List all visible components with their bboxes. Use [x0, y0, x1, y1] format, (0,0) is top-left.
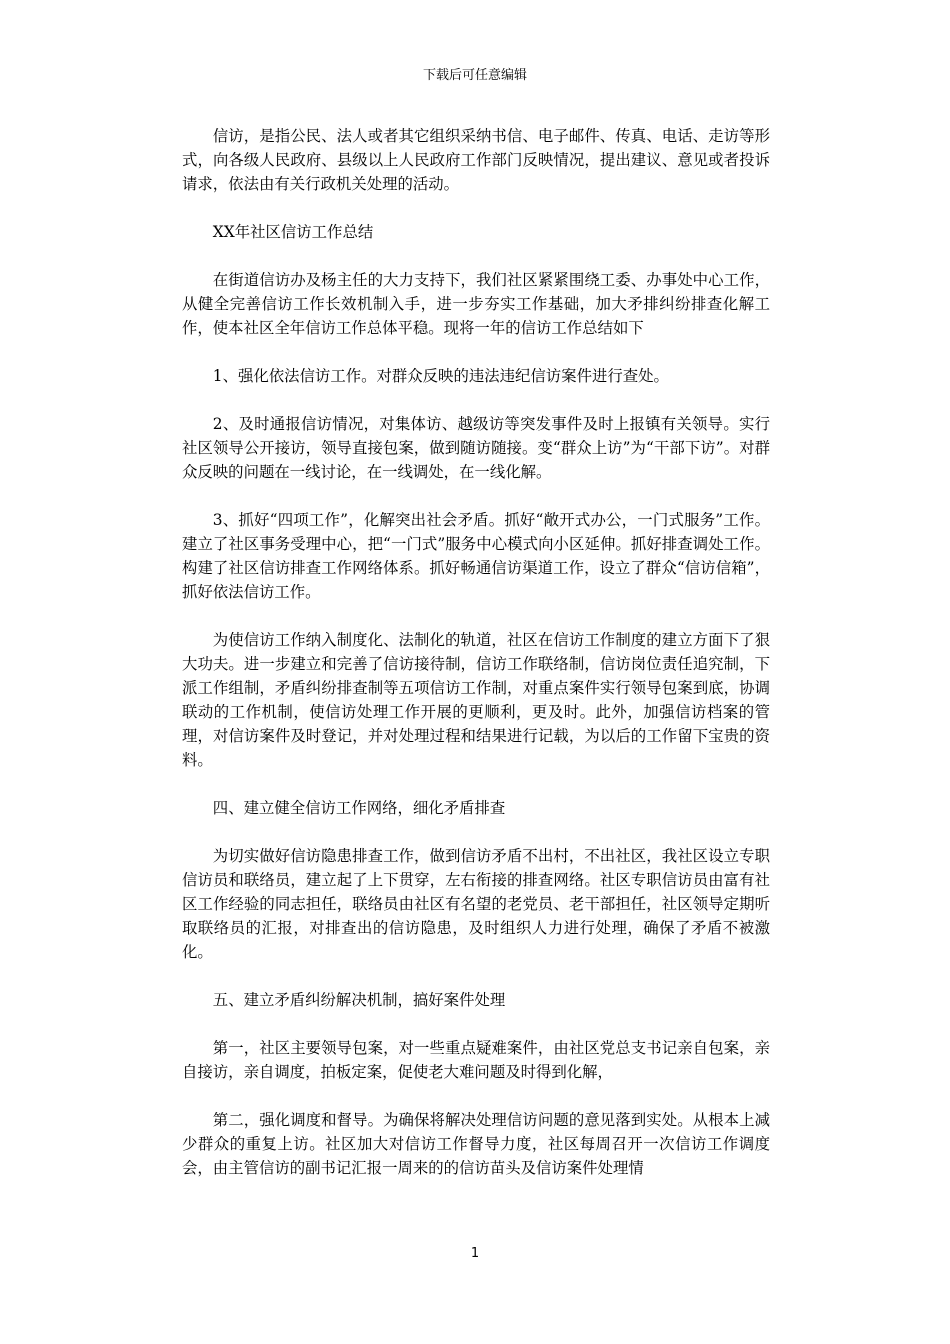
paragraph-system: 为使信访工作纳入制度化、法制化的轨道，社区在信访工作制度的建立方面下了狠大功夫。进一步建立和完善了信访接待制，信访工作联络制，信访岗位责任追究制，下派工作组制，矛盾纠纷排查制等五项信访工作制，对重点案件实行领导包案到底，协调联动的工作机制，使信访处理工作开展的更顺利，更及时。此外，加强信访档案的管理，对信访案件及时登记，并对处理过程和结果进行记载，为以后的工作留下宝贵的资料。 — [182, 631, 770, 769]
section-title: XX年社区信访工作总结 — [212, 223, 374, 241]
heading-section-5: 五、建立矛盾纠纷解决机制，搞好案件处理 — [212, 991, 506, 1009]
paragraph-first: 第一，社区主要领导包案，对一些重点疑难案件，由社区党总支书记亲自包案，亲自接访，亲自调度，拍板定案，促使老大难问题及时得到化解， — [182, 1039, 770, 1081]
paragraph-item-1: 1、强化依法信访工作。对群众反映的违法违纪信访案件进行查处。 — [212, 367, 669, 385]
paragraph-network: 为切实做好信访隐患排查工作，做到信访矛盾不出村，不出社区，我社区设立专职信访员和联络员，建立起了上下贯穿，左右衔接的排查网络。社区专职信访员由富有社区工作经验的同志担任，联络员由社区有名望的老党员、老干部担任，社区领导定期听取联络员的汇报，对排查出的信访隐患，及时组织人力进行处理，确保了矛盾不被激化。 — [182, 847, 770, 961]
paragraph-item-3: 3、抓好“四项工作”，化解突出社会矛盾。抓好“敞开式办公，一门式服务”工作。建立了社区事务受理中心，把“一门式”服务中心模式向小区延伸。抓好排查调处工作。构建了社区信访排查工作网络体系。抓好畅通信访渠道工作，设立了群众“信访信箱”，抓好依法信访工作。 — [182, 511, 770, 601]
heading-section-4: 四、建立健全信访工作网络，细化矛盾排查 — [212, 799, 506, 817]
page-number: 1 — [470, 1246, 480, 1261]
paragraph-intro: 在街道信访办及杨主任的大力支持下，我们社区紧紧围绕工委、办事处中心工作，从健全完善信访工作长效机制入手，进一步夯实工作基础，加大矛排纠纷排查化解工作，使本社区全年信访工作总体平稳。现将一年的信访工作总结如下 — [182, 271, 770, 337]
paragraph-item-2: 2、及时通报信访情况，对集体访、越级访等突发事件及时上报镇有关领导。实行社区领导公开接访，领导直接包案，做到随访随接。变“群众上访”为“干部下访”。对群众反映的问题在一线讨论，在一线调处，在一线化解。 — [182, 415, 770, 481]
document-body — [182, 124, 770, 1204]
paragraph-definition: 信访，是指公民、法人或者其它组织采纳书信、电子邮件、传真、电话、走访等形式，向各级人民政府、县级以上人民政府工作部门反映情况，提出建议、意见或者投诉请求，依法由有关行政机关处理的活动。 — [182, 127, 770, 193]
page-header: 下载后可任意编辑 — [422, 68, 527, 83]
paragraph-second: 第二，强化调度和督导。为确保将解决处理信访问题的意见落到实处。从根本上减少群众的重复上访。社区加大对信访工作督导力度，社区每周召开一次信访工作调度会，由主管信访的副书记汇报一周来的的信访苗头及信访案件处理情 — [182, 1111, 770, 1177]
